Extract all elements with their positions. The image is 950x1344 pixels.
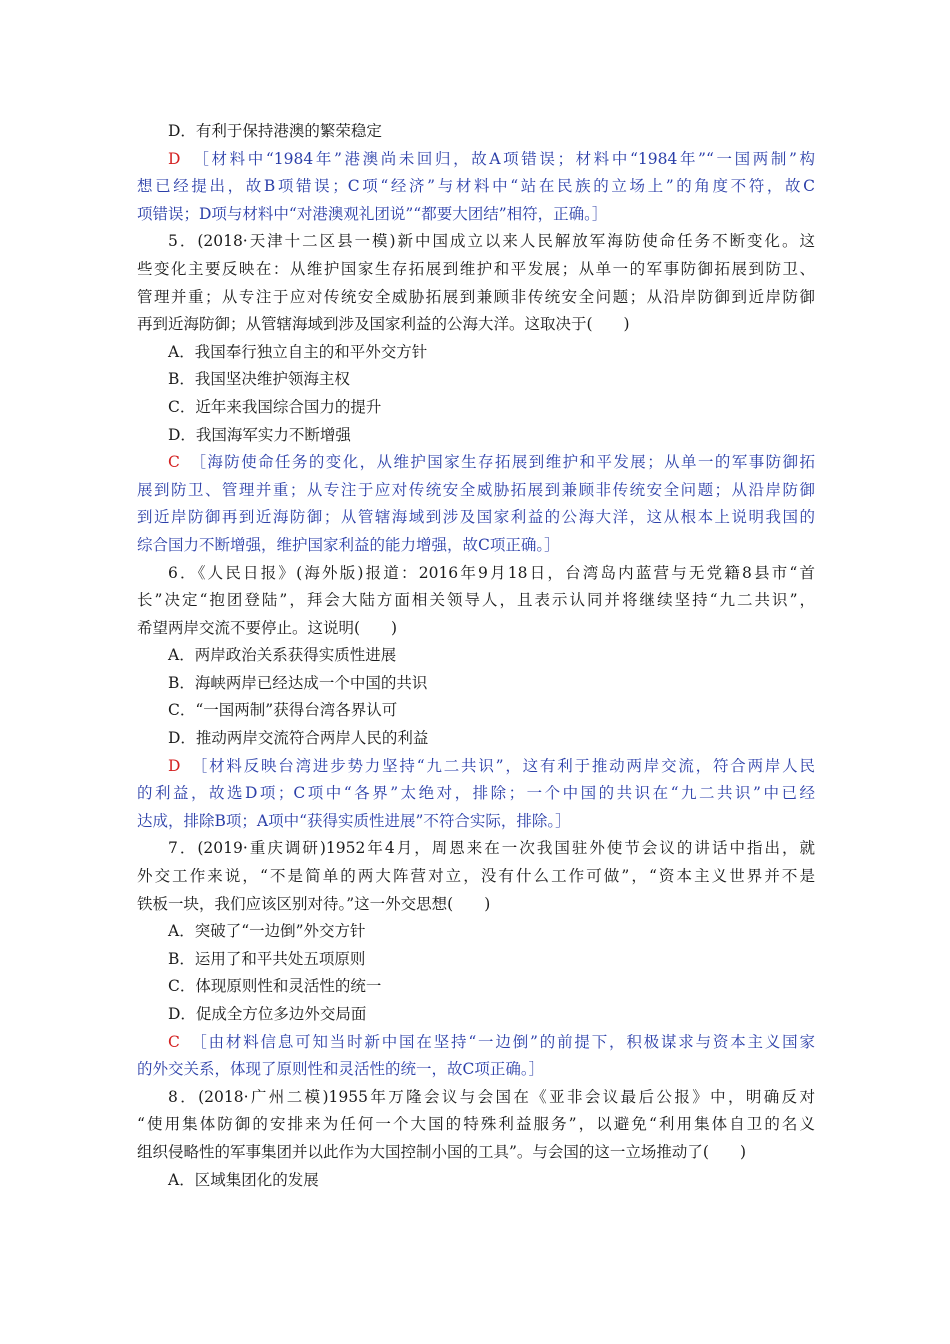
q8-stem-line: “使用集体防御的安排来为任何一个大国的特殊利益服务”，以避免“利用集体自卫的名义	[137, 1115, 815, 1134]
q7-option-a: A．突破了“一边倒”外交方针	[168, 922, 366, 941]
q7-stem-line: 外交工作来说，“不是简单的两大阵营对立，没有什么工作可做”，“资本主义世界并不是	[137, 867, 815, 886]
q5-option-b: B．我国坚决维护领海主权	[168, 370, 350, 389]
q7-analysis-line: ［由材料信息可知当时新中国在坚持“一边倒”的前提下，积极谋求与资本主义国家	[199, 1032, 815, 1051]
q5-stem-line: 再到近海防御；从管辖海域到涉及国家利益的公海大洋。这取决于( )	[137, 315, 630, 334]
q4-answer-letter: D	[168, 149, 181, 168]
q5-analysis-line: ［海防使命任务的变化，从维护国家生存拓展到维护和平发展；从单一的军事防御拓	[198, 453, 815, 472]
q8-option-a: A．区域集团化的发展	[168, 1170, 319, 1189]
q5-stem	[137, 228, 815, 338]
q7-stem-line: 7．(2019·重庆调研)1952年4月，周恩来在一次我国驻外使节会议的讲话中指出，就	[168, 839, 815, 858]
q7-option-b: B．运用了和平共处五项原则	[168, 949, 366, 968]
q5-answer-letter: C	[168, 453, 180, 472]
q6-answer-letter: D	[168, 756, 181, 775]
q7-option-c: C．体现原则性和灵活性的统一	[168, 977, 382, 996]
q4-analysis-line: 项错误；D项与材料中“对港澳观礼团说”“都要大团结”相符，正确。］	[137, 204, 608, 223]
q6-stem-line: 6．《人民日报》(海外版)报道：2016年9月18日，台湾岛内蓝营与无党籍8县市“首	[168, 563, 815, 582]
q6-option-c: C．“一国两制”获得台湾各界认可	[168, 701, 398, 720]
q8-stem-line: 组织侵略性的军事集团并以此作为大国控制小国的工具”。与会国的这一立场推动了( )	[137, 1142, 747, 1161]
q7-answer	[137, 1029, 815, 1084]
q7-stem-line: 铁板一块，我们应该区别对待。”这一外交思想( )	[137, 894, 491, 913]
q4-option-d: D．有利于保持港澳的繁荣稳定	[168, 122, 382, 140]
q6-option-a: A．两岸政治关系获得实质性进展	[168, 646, 397, 665]
q5-answer	[137, 449, 815, 559]
q6-stem	[137, 560, 815, 643]
q4-answer	[137, 146, 815, 229]
q5-stem-line: 管理并重；从专注于应对传统安全威胁拓展到兼顾非传统安全问题；从沿岸防御到近岸防御	[137, 287, 815, 306]
q7-answer-letter: C	[168, 1032, 180, 1051]
q6-stem-line: 希望两岸交流不要停止。这说明( )	[137, 618, 398, 637]
q5-stem-line: 些变化主要反映在：从维护国家生存拓展到维护和平发展；从单一的军事防御拓展到防卫、	[137, 259, 815, 278]
q8-stem-line: 8．(2018·广州二模)1955年万隆会议与会国在《亚非会议最后公报》中，明确反对	[168, 1087, 815, 1106]
q4-analysis-line: 想已经提出，故B项错误；C项“经济”与材料中“站在民族的立场上”的角度不符，故C	[137, 177, 815, 196]
q6-stem-line: 长”决定“抱团登陆”，拜会大陆方面相关领导人，且表示认同并将继续坚持“九二共识”，	[137, 591, 815, 610]
q7-stem	[137, 835, 815, 918]
q5-stem-line: 5．(2018·天津十二区县一模)新中国成立以来人民解放军海防使命任务不断变化。这	[168, 232, 815, 251]
q5-option-a: A．我国奉行独立自主的和平外交方针	[168, 342, 428, 361]
q6-option-b: B．海峡两岸已经达成一个中国的共识	[168, 673, 428, 692]
q4-analysis-line: ［材料中“1984年”港澳尚未回归，故A项错误；材料中“1984年”“一国两制”构	[201, 149, 815, 168]
q6-analysis-line: 的利益，故选D项；C项中“各界”太绝对，排除；一个中国的共识在“九二共识”中已经	[137, 784, 815, 803]
q5-option-c: C．近年来我国综合国力的提升	[168, 397, 382, 416]
q5-analysis-line: 综合国力不断增强，维护国家利益的能力增强，故C项正确。］	[137, 535, 560, 554]
q6-analysis-line: ［材料反映台湾进步势力坚持“九二共识”，这有利于推动两岸交流，符合两岸人民	[199, 756, 815, 775]
q5-analysis-line: 到近岸防御再到近海防御；从管辖海域到涉及国家利益的公海大洋，这从根本上说明我国的	[137, 508, 815, 527]
q6-analysis-line: 达成，排除B项；A项中“获得实质性进展”不符合实际，排除。］	[137, 811, 571, 830]
document-page	[137, 118, 815, 1194]
q5-analysis-line: 展到防卫、管理并重；从专注于应对传统安全威胁拓展到兼顾非传统安全问题；从沿岸防御	[137, 480, 815, 499]
q6-option-d: D．推动两岸交流符合两岸人民的利益	[168, 729, 429, 748]
q8-stem	[137, 1084, 815, 1167]
q5-option-d: D．我国海军实力不断增强	[168, 425, 351, 444]
q6-answer	[137, 753, 815, 836]
q7-analysis-line: 的外交关系，体现了原则性和灵活性的统一，故C项正确。］	[137, 1060, 545, 1079]
q7-option-d: D．促成全方位多边外交局面	[168, 1005, 367, 1023]
